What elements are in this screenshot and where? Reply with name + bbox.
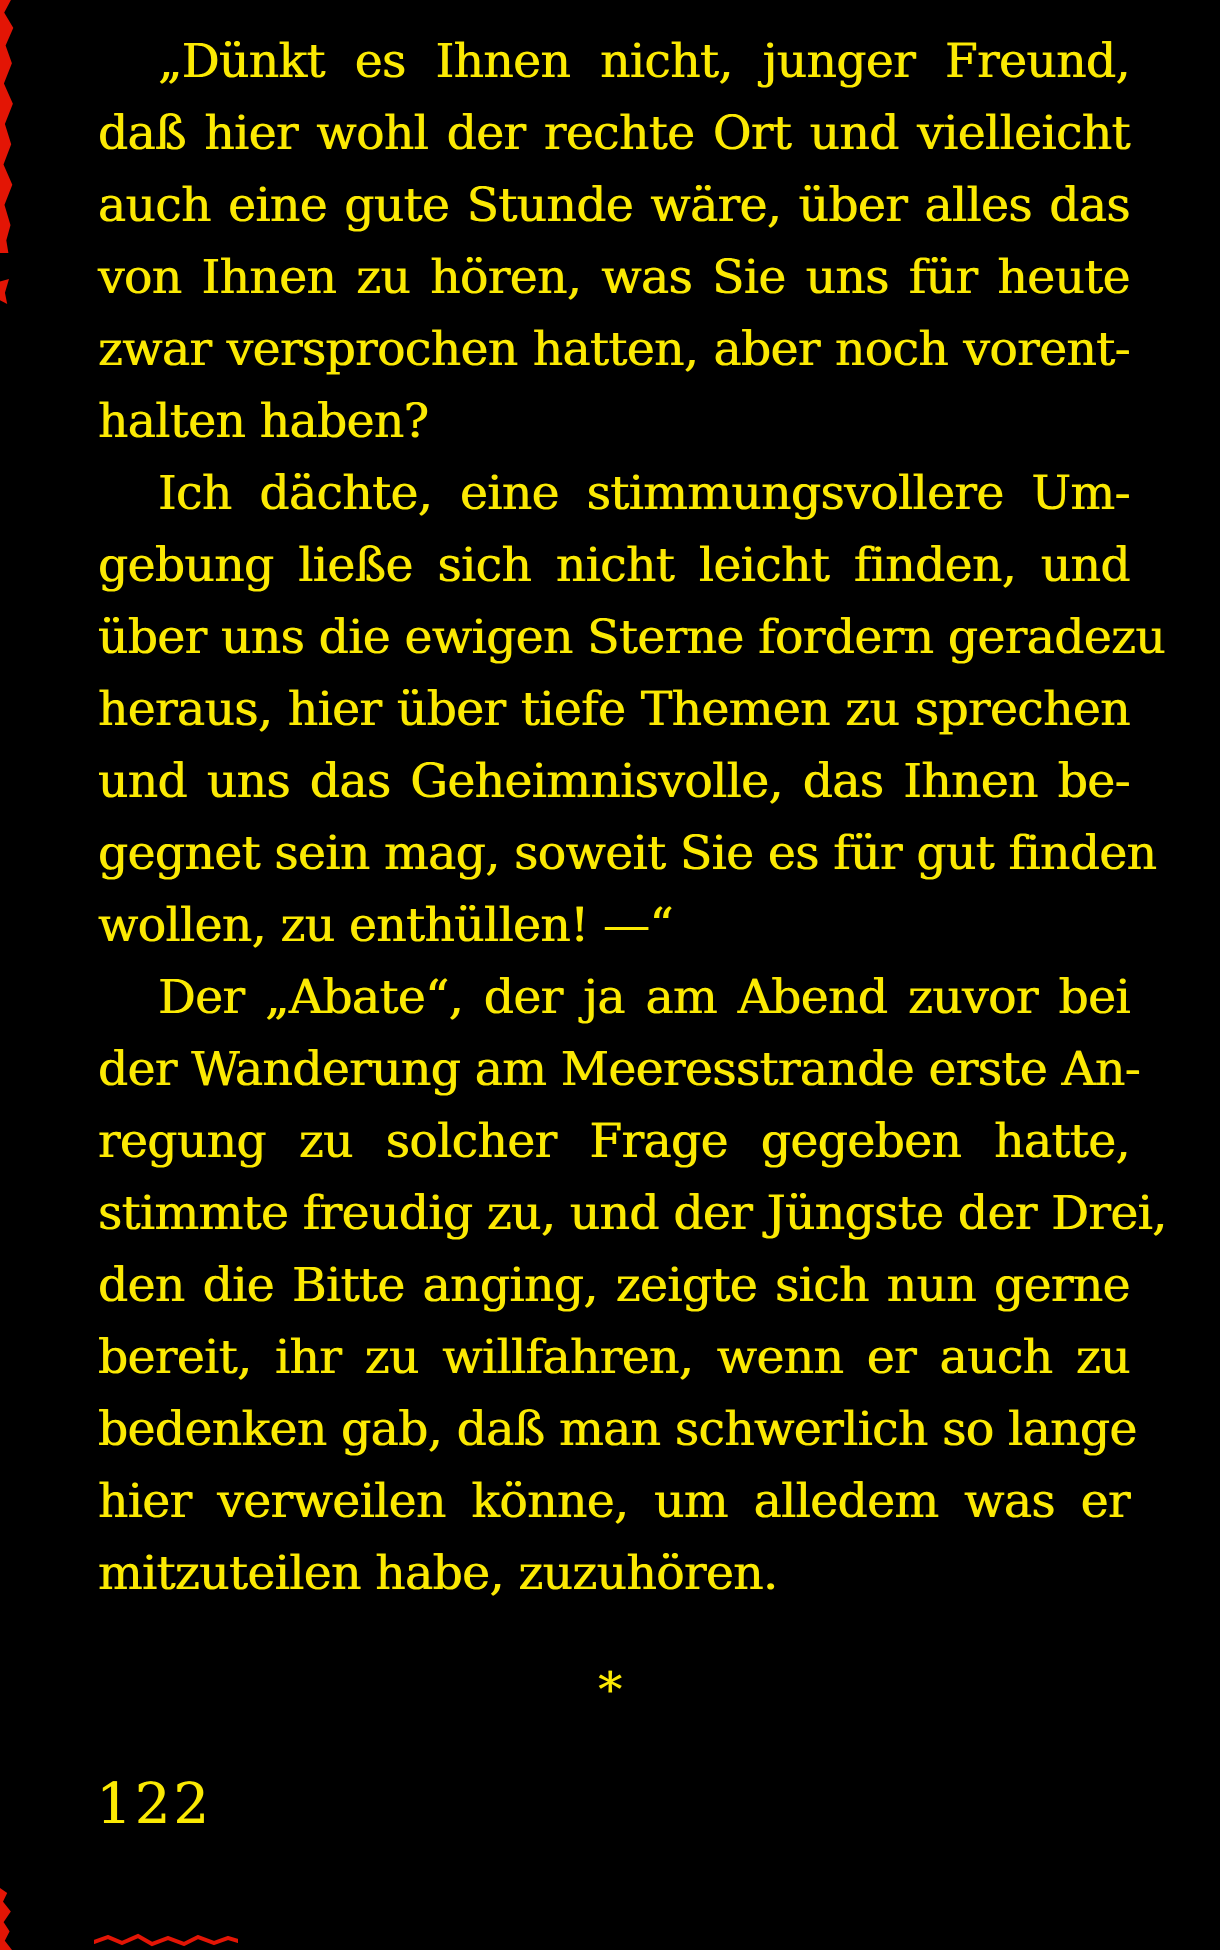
text-line: bereit, ihr zu willfahren, wenn er auch zu [98,1330,1130,1385]
text-line: „Dünkt es Ihnen nicht, junger Freund, [158,34,1130,89]
text-line: Der „Abate“, der ja am Abend zuvor bei [158,970,1130,1025]
page-text [98,26,1167,1610]
text-line: und uns das Geheimnisvolle, das Ihnen be- [98,754,1130,809]
text-line: heraus, hier über tiefe Themen zu sprechen [98,682,1130,737]
text-line: Ich dächte, eine stimmungsvollere Um- [158,466,1130,521]
text-line: gebung ließe sich nicht leicht finden, und [98,538,1130,593]
scan-artifact-bottom-scribble [94,1932,238,1948]
scan-artifact-left-notch [0,279,9,304]
text-line: stimmte freudig zu, und der Jüngste der Drei, [98,1186,1167,1241]
text-line: mitzuteilen habe, zuzuhören. [98,1546,778,1601]
paragraph [98,26,1130,458]
text-line: halten haben? [98,394,429,449]
scan-artifact-left-strip [0,0,14,253]
text-line: zwar versprochen hatten, aber noch vorent- [98,322,1130,377]
text-line: wollen, zu enthüllen! —“ [98,898,674,953]
page-number: 122 [96,1772,212,1837]
text-line: bedenken gab, daß man schwerlich so lange [98,1402,1137,1457]
text-line: gegnet sein mag, soweit Sie es für gut finden [98,826,1157,881]
scan-artifact-bottom-corner [0,1888,12,1950]
text-line: den die Bitte anging, zeigte sich nun gerne [98,1258,1130,1313]
text-line: daß hier wohl der rechte Ort und vielleicht [98,106,1130,161]
text-line: über uns die ewigen Sterne fordern geradezu [98,610,1166,665]
paragraph [98,962,1167,1610]
text-line: von Ihnen zu hören, was Sie uns für heute [98,250,1130,305]
text-line: der Wanderung am Meeresstrande erste An- [98,1042,1141,1097]
section-separator: * [598,1662,622,1718]
paragraph [98,458,1166,962]
text-line: regung zu solcher Frage gegeben hatte, [98,1114,1130,1169]
text-line: hier verweilen könne, um alledem was er [98,1474,1130,1529]
text-line: auch eine gute Stunde wäre, über alles das [98,178,1130,233]
